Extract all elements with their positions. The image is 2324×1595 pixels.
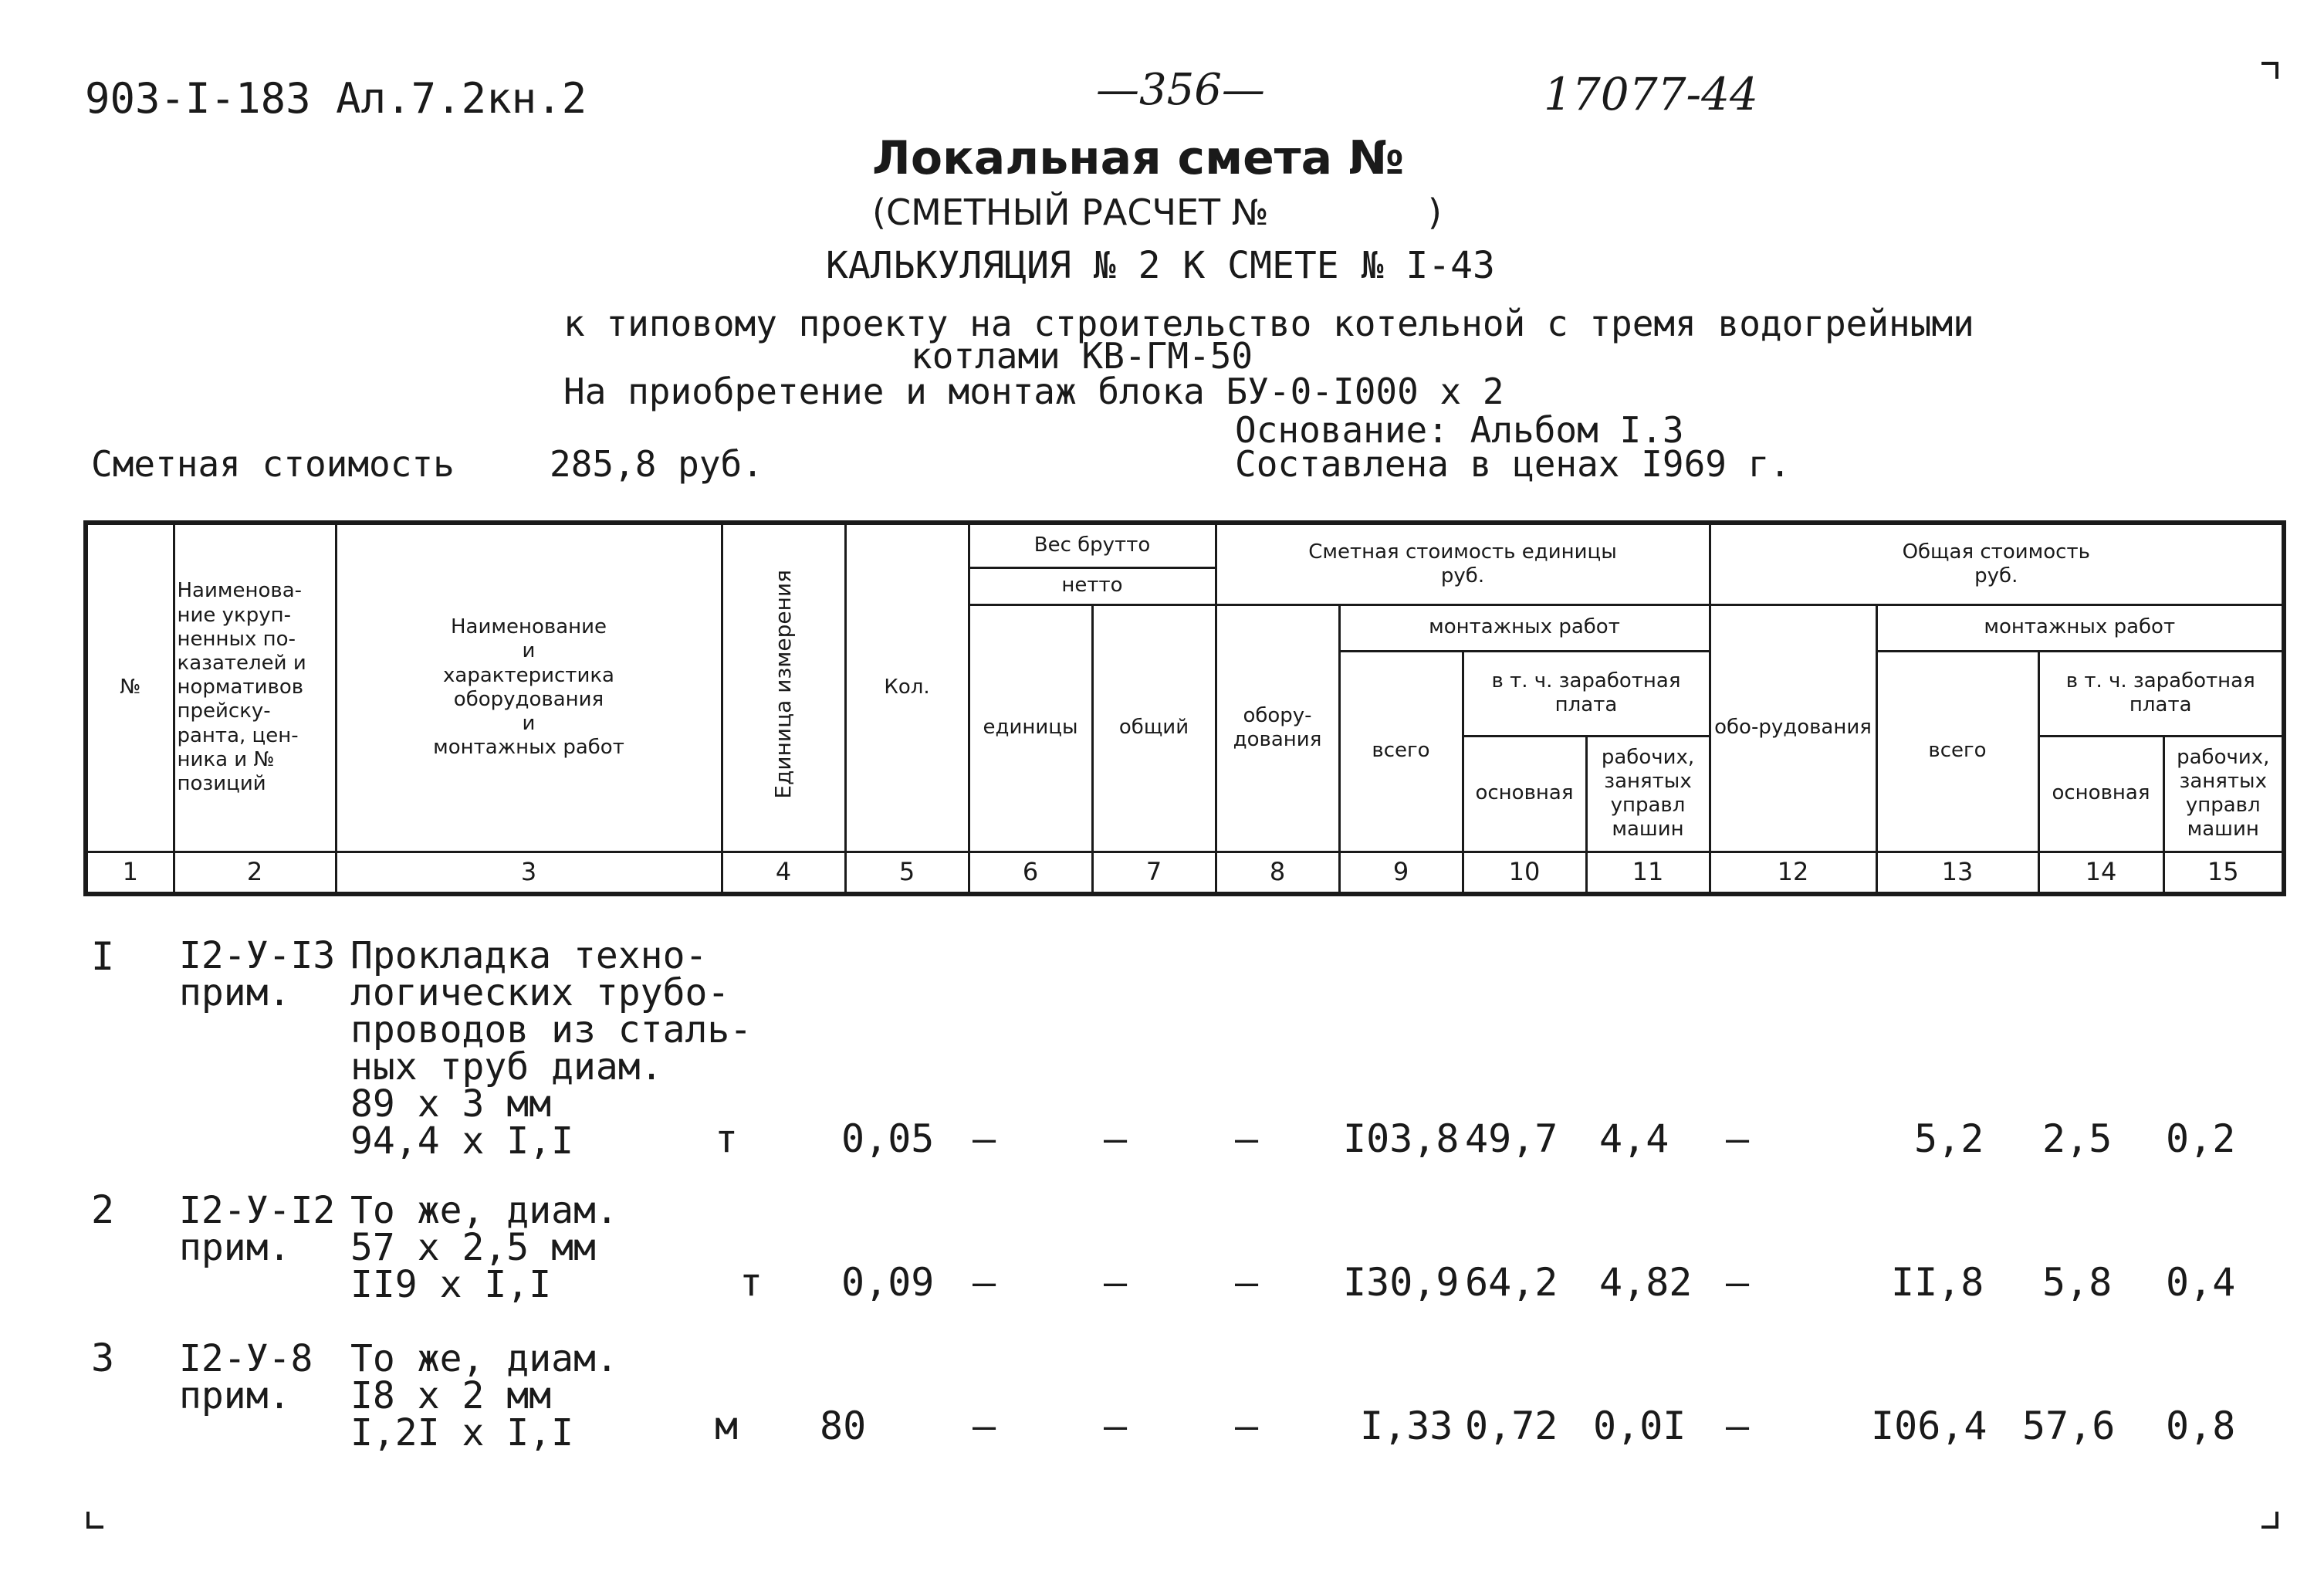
row-desc-line: ных труб диам. [350, 1045, 663, 1089]
row-weight-total: – [1104, 1260, 1128, 1305]
header-machine-workers: рабочих, занятых управл машин [1586, 736, 1710, 852]
header-unit-cost-title: Сметная стоимость единицы [1308, 540, 1617, 564]
row-unit: м [715, 1404, 739, 1448]
row-desc-line: Прокладка техно- [350, 934, 708, 977]
colnum-6: 6 [969, 852, 1092, 894]
row-unit: т [715, 1116, 739, 1161]
row-mount-total: I03,8 [1343, 1116, 1460, 1161]
row-desc-line: 89 х 3 мм [350, 1082, 552, 1126]
header-unit-cost [1216, 523, 1710, 604]
document-code: 903-I-183 Ал.7.2кн.2 [85, 74, 587, 123]
row-grand-equipment: – [1726, 1404, 1750, 1448]
header-grand-cost [1710, 523, 2284, 604]
row-code-line-1: I2-У-8 [179, 1337, 313, 1380]
header-weight-net: нетто [969, 567, 1216, 604]
row-mount-total: I30,9 [1343, 1260, 1460, 1305]
header-grand-cost-title: Общая стоимость [1902, 540, 2090, 564]
row-desc-line: логических трубо- [350, 971, 730, 1014]
colnum-7: 7 [1092, 852, 1216, 894]
header-mount-works-2: монтажных работ [1876, 604, 2284, 651]
corner-mark-top-right [2261, 62, 2278, 79]
document-title: Локальная смета № [872, 131, 1405, 185]
corner-mark-bottom-right [2261, 1512, 2278, 1529]
header-incl-wage-2: в т. ч. заработная плата [2038, 651, 2284, 736]
colnum-13: 13 [1876, 852, 2038, 894]
header-col-qty: Кол. [845, 523, 969, 852]
colnum-11: 11 [1586, 852, 1710, 894]
estimated-cost-label: Сметная стоимость [91, 443, 455, 485]
row-desc-line: I8 х 2 мм [350, 1374, 552, 1417]
row-weight-unit: – [973, 1260, 996, 1305]
header-weight-gross: Вес брутто [969, 523, 1216, 567]
row-grand-machine: 0,4 [2166, 1260, 2236, 1305]
row-grand-basic: 5,8 [2042, 1260, 2113, 1305]
row-mount-basic: 0,72 [1465, 1404, 1558, 1448]
header-name-line-2: и [522, 639, 536, 663]
row-number: 3 [91, 1336, 115, 1380]
row-desc-line: То же, диам. [350, 1337, 618, 1380]
row-desc-line: То же, диам. [350, 1189, 618, 1232]
estimate-subtitle-close: ) [1428, 191, 1442, 233]
row-grand-equipment: – [1726, 1260, 1750, 1305]
row-equipment: – [1235, 1116, 1259, 1161]
subject-line-3: На приобретение и монтаж блока БУ-0-I000 х 2 [563, 371, 1504, 412]
row-description [350, 1337, 618, 1454]
row-desc-line: проводов из сталь- [350, 1008, 753, 1051]
row-code [179, 1189, 336, 1269]
row-equipment: – [1235, 1260, 1259, 1305]
row-unit: т [739, 1260, 763, 1305]
row-code [179, 1337, 313, 1417]
row-number: 2 [91, 1187, 115, 1232]
row-code-line-2: прим. [179, 1374, 291, 1417]
estimated-cost-value: 285,8 руб. [550, 443, 763, 485]
colnum-10: 10 [1463, 852, 1586, 894]
calculation-title: КАЛЬКУЛЯЦИЯ № 2 К СМЕТЕ № I-43 [826, 244, 1495, 287]
row-grand-equipment: – [1726, 1116, 1750, 1161]
colnum-12: 12 [1710, 852, 1876, 894]
page-number: —356— [1096, 65, 1265, 115]
row-mount-machine: 4,82 [1599, 1260, 1693, 1305]
row-qty: 0,05 [841, 1116, 935, 1161]
row-grand-basic: 2,5 [2042, 1116, 2113, 1161]
row-mount-total: I,33 [1360, 1404, 1453, 1448]
row-mount-basic: 64,2 [1465, 1260, 1558, 1305]
corner-mark-bottom-left [86, 1512, 103, 1529]
header-table [83, 520, 2286, 896]
row-mount-machine: 0,0I [1593, 1404, 1686, 1448]
subject-line-2: котлами КВ-ГМ-50 [911, 335, 1253, 377]
row-grand-total: I06,4 [1871, 1404, 1987, 1448]
row-description [350, 934, 753, 1163]
row-qty: 0,09 [841, 1260, 935, 1305]
row-grand-machine: 0,2 [2166, 1116, 2236, 1161]
header-name-line-6: монтажных работ [433, 736, 624, 760]
estimate-table-header [83, 520, 2286, 896]
row-code-line-1: I2-У-I2 [179, 1189, 336, 1232]
colnum-15: 15 [2163, 852, 2284, 894]
header-col-name [336, 523, 722, 852]
row-description [350, 1189, 618, 1306]
header-weight-total: общий [1092, 604, 1216, 852]
row-desc-line: 57 х 2,5 мм [350, 1226, 596, 1269]
header-name-line-5: и [522, 711, 536, 735]
row-weight-total: – [1104, 1116, 1128, 1161]
row-weight-total: – [1104, 1404, 1128, 1448]
header-mount-total: всего [1339, 651, 1463, 852]
estimate-subtitle: (СМЕТНЫЙ РАСЧЕТ № [872, 191, 1269, 233]
header-mount-works: монтажных работ [1339, 604, 1710, 651]
row-mount-machine: 4,4 [1599, 1116, 1669, 1161]
basis-line: Основание: Альбом I.3 [1235, 409, 1684, 451]
colnum-3: 3 [336, 852, 722, 894]
header-machine-workers-2: рабочих, занятых управл машин [2163, 736, 2284, 852]
colnum-4: 4 [722, 852, 845, 894]
header-equipment: обору-дования [1216, 604, 1339, 852]
row-equipment: – [1235, 1404, 1259, 1448]
row-grand-basic: 57,6 [2022, 1404, 2116, 1448]
row-grand-total: II,8 [1891, 1260, 1984, 1305]
colnum-2: 2 [174, 852, 336, 894]
header-name-line-3: характеристика [443, 663, 614, 687]
colnum-5: 5 [845, 852, 969, 894]
row-grand-total: 5,2 [1914, 1116, 1984, 1161]
prices-line: Составлена в ценах I969 г. [1235, 443, 1791, 485]
document-number: 17077-44 [1544, 68, 1758, 120]
row-desc-line: II9 х I,I [350, 1263, 552, 1306]
colnum-9: 9 [1339, 852, 1463, 894]
row-qty: 80 [820, 1404, 867, 1448]
header-basic-2: основная [2038, 736, 2163, 852]
header-column-numbers [86, 852, 2284, 894]
row-desc-line: 94,4 х I,I [350, 1119, 573, 1163]
row-code-line-2: прим. [179, 971, 291, 1014]
row-code-line-1: I2-У-I3 [179, 934, 336, 977]
header-incl-wage: в т. ч. заработная плата [1463, 651, 1710, 736]
header-unit-text: Единица измерения [770, 570, 797, 799]
header-basic: основная [1463, 736, 1586, 852]
header-col-number: № [86, 523, 174, 852]
row-code [179, 934, 336, 1014]
header-mount-total-2: всего [1876, 651, 2038, 852]
row-code-line-2: прим. [179, 1226, 291, 1269]
row-grand-machine: 0,8 [2166, 1404, 2236, 1448]
header-grand-cost-rub: руб. [1974, 564, 2018, 588]
row-desc-line: I,2I х I,I [350, 1411, 573, 1454]
header-unit-cost-rub: руб. [1440, 564, 1485, 588]
header-equipment-2: обо-рудования [1710, 604, 1876, 852]
header-col-unit [722, 523, 845, 852]
row-number: I [91, 934, 115, 979]
row-mount-basic: 49,7 [1465, 1116, 1558, 1161]
colnum-14: 14 [2038, 852, 2163, 894]
subject-line-1: к типовому проекту на строительство котельной с тремя водогрейными [563, 303, 1974, 344]
colnum-1: 1 [86, 852, 174, 894]
colnum-8: 8 [1216, 852, 1339, 894]
row-weight-unit: – [973, 1116, 996, 1161]
header-weight-unit: единицы [969, 604, 1092, 852]
row-weight-unit: – [973, 1404, 996, 1448]
header-name-line-4: оборудования [453, 687, 604, 711]
header-name-line-1: Наименование [450, 615, 607, 639]
header-col-code: Наименова-ние укруп-ненных по-казателей и нормативов прейску-ранта, цен-ника и № позиций [174, 523, 336, 852]
